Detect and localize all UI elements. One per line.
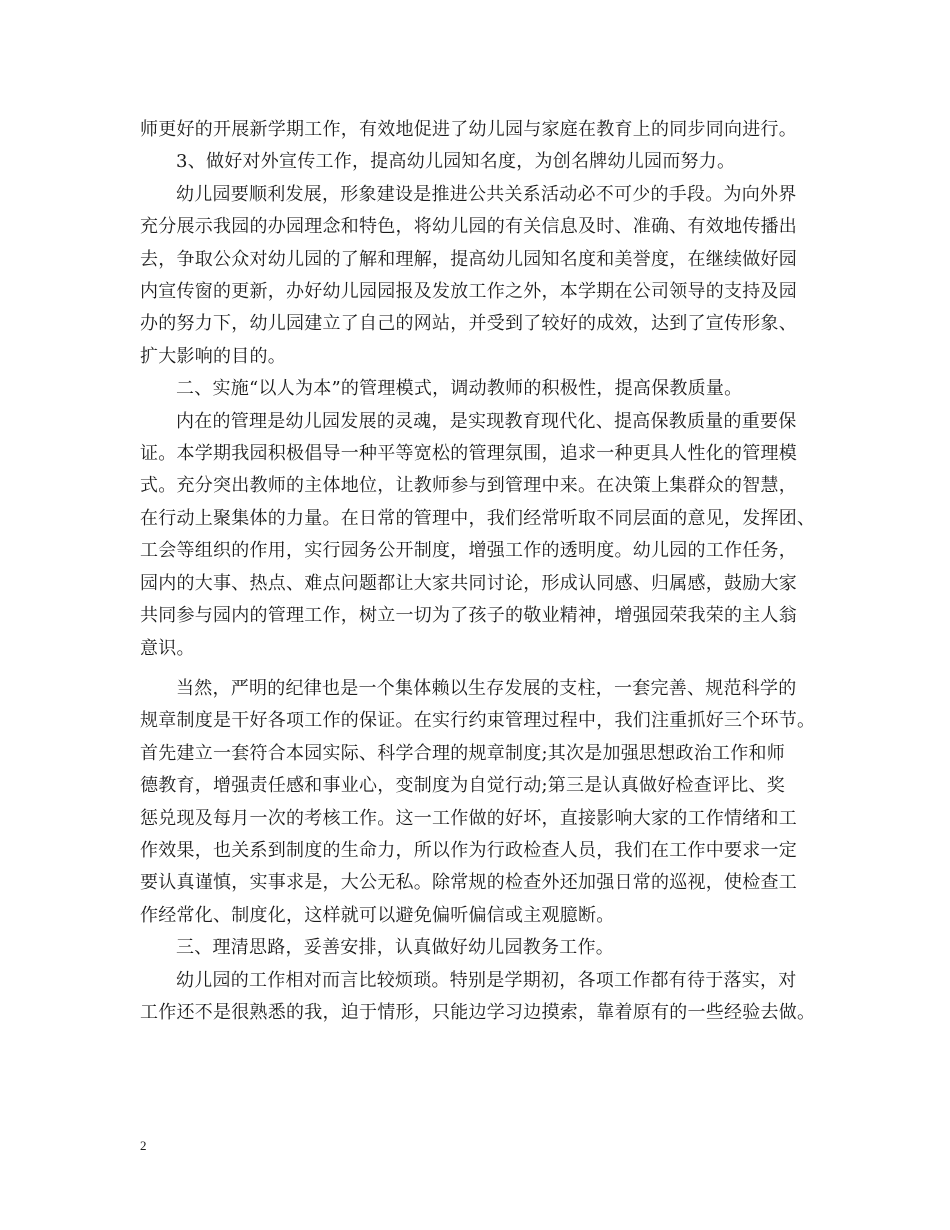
text-line: 德教育，增强责任感和事业心，变制度为自觉行动;第三是认真做好检查评比、奖 xyxy=(140,775,786,797)
text-line: 师更好的开展新学期工作，有效地促进了幼儿园与家庭在教育上的同步同向进行。 xyxy=(140,119,797,140)
text-line: 式。充分突出教师的主体地位，让教师参与到管理中来。在决策上集群众的智慧， xyxy=(140,475,797,497)
text-line: 惩兑现及每月一次的考核工作。这一工作做的好坏，直接影响大家的工作情绪和工 xyxy=(140,807,797,829)
text-line: 规章制度是干好各项工作的保证。在实行约束管理过程中，我们注重抓好三个环节。 xyxy=(140,710,816,732)
text-line: 首先建立一套符合本园实际、科学合理的规章制度;其次是加强思想政治工作和师 xyxy=(140,742,786,764)
text-line: 要认真谨慎，实事求是，大公无私。除常规的检查外还加强日常的巡视，使检查工 xyxy=(140,872,797,894)
text-line: 作经常化、制度化，这样就可以避免偏听偏信或主观臆断。 xyxy=(140,904,615,926)
text-line: 充分展示我园的办园理念和特色，将幼儿园的有关信息及时、准确、有效地传播出 xyxy=(140,216,797,238)
page-number: 2 xyxy=(140,1138,147,1153)
text-line: 在行动上聚集体的力量。在日常的管理中，我们经常听取不同层面的意见，发挥团、 xyxy=(140,507,816,529)
text-line: 幼儿园要顺利发展，形象建设是推进公共关系活动必不可少的手段。为向外界 xyxy=(176,183,797,205)
text-line: 三、理清思路，妥善安排，认真做好幼儿园教务工作。 xyxy=(176,937,614,959)
text-line: 办的努力下，幼儿园建立了自己的网站，并受到了较好的成效，达到了宣传形象、 xyxy=(140,313,797,335)
text-line: 园内的大事、热点、难点问题都让大家共同讨论，形成认同感、归属感，鼓励大家 xyxy=(140,572,797,594)
text-line: 作效果，也关系到制度的生命力，所以作为行政检查人员，我们在工作中要求一定 xyxy=(140,839,797,861)
text-line: 幼儿园的工作相对而言比较烦琐。特别是学期初，各项工作都有待于落实，对 xyxy=(176,969,797,991)
body-text xyxy=(140,114,820,1029)
text-line: 3、做好对外宣传工作，提高幼儿园知名度，为创名牌幼儿园而努力。 xyxy=(176,151,736,173)
text-line: 内在的管理是幼儿园发展的灵魂，是实现教育现代化、提高保教质量的重要保 xyxy=(176,410,797,432)
text-line: 证。本学期我园积极倡导一种平等宽松的管理氛围，追求一种更具人性化的管理模 xyxy=(140,443,797,465)
text-line: 二、实施“以人为本”的管理模式，调动教师的积极性，提高保教质量。 xyxy=(176,378,743,400)
text-line: 共同参与园内的管理工作，树立一切为了孩子的敬业精神，增强园荣我荣的主人翁 xyxy=(140,605,797,627)
text-line: 意识。 xyxy=(140,637,195,659)
text-line: 扩大影响的目的。 xyxy=(140,345,286,367)
text-line: 内宣传窗的更新，办好幼儿园园报及发放工作之外，本学期在公司领导的支持及园 xyxy=(140,281,797,303)
text-line: 去，争取公众对幼儿园的了解和理解，提高幼儿园知名度和美誉度，在继续做好园 xyxy=(140,248,797,270)
text-line: 工会等组织的作用，实行园务公开制度，增强工作的透明度。幼儿园的工作任务， xyxy=(140,540,797,562)
text-line: 工作还不是很熟悉的我，迫于情形，只能边学习边摸索，靠着原有的一些经验去做。 xyxy=(140,1001,816,1023)
text-line: 当然，严明的纪律也是一个集体赖以生存发展的支柱，一套完善、规范科学的 xyxy=(176,677,797,699)
